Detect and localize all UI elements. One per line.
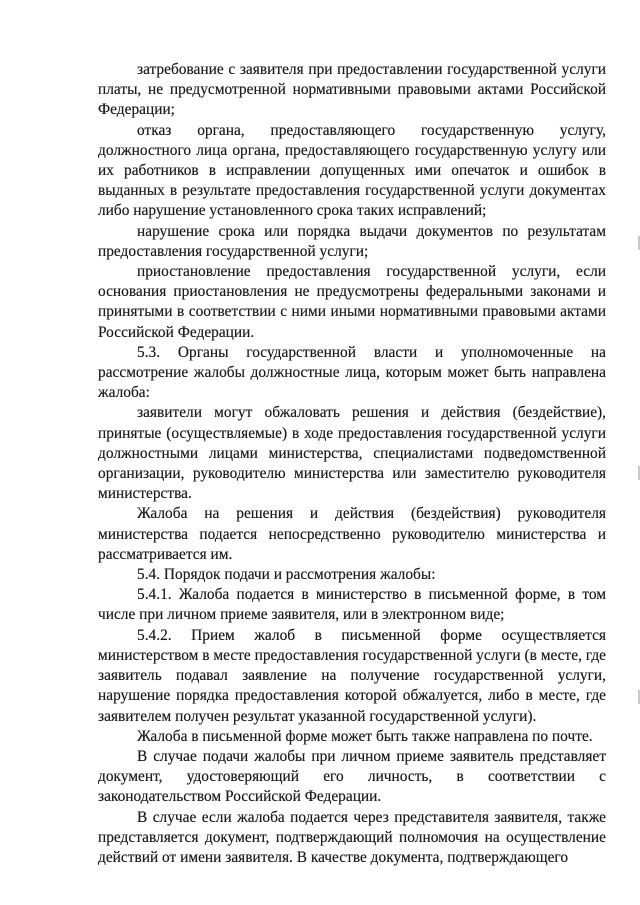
paragraph-representative: В случае если жалоба подается через представителя заявителя, также представляется документ, подтверждающий полномочия на осуществление действий от имени заявителя. В качестве документа, подтверждающего — [98, 808, 606, 866]
paragraph-deadline-violation: нарушение срока или порядка выдачи документов по результатам предоставления государственной услуги; — [98, 222, 606, 260]
paragraph-section-5-4: 5.4. Порядок подачи и рассмотрения жалобы: — [137, 566, 436, 584]
paragraph-head-complaint: Жалоба на решения и действия (бездействия) руководителя министерства подается непосредственно руководителю министерства и рассматривается им. — [98, 505, 606, 563]
document-body — [98, 60, 606, 868]
paragraph-appeal-actions: заявители могут обжаловать решения и действия (бездействие), принятые (осуществляемые) в ходе предоставления государственной услуги должностными лицами министерства, специалистами подведомственной организации, руководителю министерства или заместителю руководителя министерства. — [98, 404, 606, 503]
paragraph-fee-demand: затребование с заявителя при предоставлении государственной услуги платы, не предусмотренной нормативными правовыми актами Российской Федерации; — [98, 61, 606, 119]
paragraph-personal-reception: В случае подачи жалобы при личном приеме заявитель представляет документ, удостоверяющий его личность, в соответствии с законодательством Российской Федерации. — [98, 747, 606, 806]
paragraph-postal-complaint: Жалоба в письменной форме может быть также направлена по почте. — [137, 727, 593, 745]
paragraph-refusal-correction: отказ органа, предоставляющего государственную услугу, должностного лица органа, предоставляющего государственную услугу или их работников в исправлении допущенных ими опечаток и ошибок в выданных в результате предоставления государственной услуги документах либо нарушение установленного срока таких исправлений; — [98, 121, 606, 220]
paragraph-section-5-4-1: 5.4.1. Жалоба подается в министерство в письменной форме, в том числе при личном приеме заявителя, или в электронном виде; — [98, 586, 606, 624]
paragraph-suspension: приостановление предоставления государственной услуги, если основания приостановления не предусмотрены федеральными законами и принятыми в соответствии с ними иными нормативными правовыми актами Российской Федерации. — [98, 263, 606, 341]
paragraph-section-5-4-2: 5.4.2. Прием жалоб в письменной форме осуществляется министерством в месте предоставления государственной услуги (в месте, где заявитель подавал заявление на получение государственной услуги, нарушение порядка предоставления которой обжалуется, либо в месте, где заявителем получен результат указанной государственной услуги). — [98, 626, 606, 725]
paragraph-section-5-3: 5.3. Органы государственной власти и уполномоченные на рассмотрение жалобы должностные лица, которым может быть направлена жалоба: — [98, 343, 606, 402]
